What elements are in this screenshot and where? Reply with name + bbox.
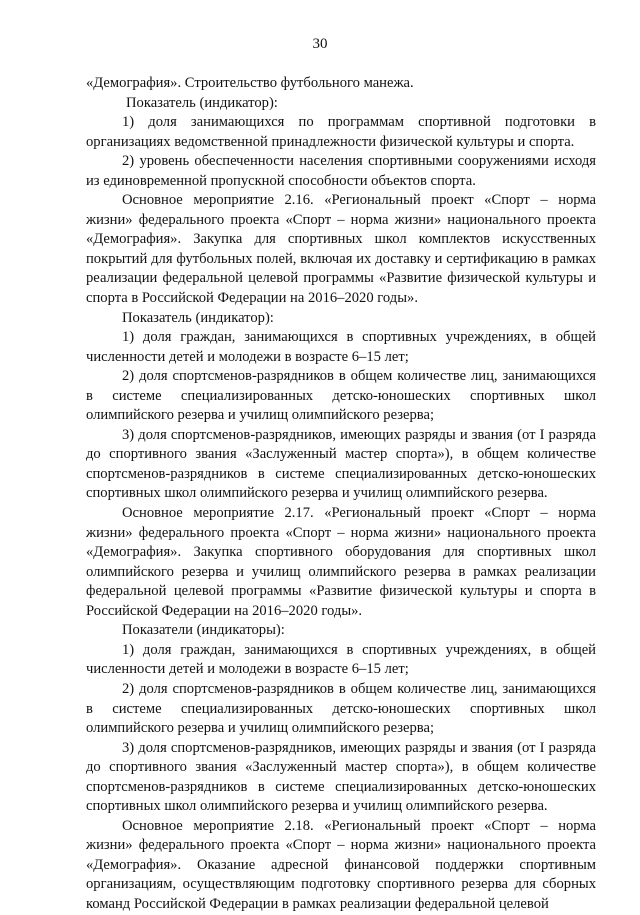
paragraph: Основное мероприятие 2.17. «Региональный проект «Спорт – норма жизни» федерального проекта «Спорт – норма жизни» национального проекта «Демография». Закупка спортивного оборудования для спортивных школ олимпийского резерва и училищ олимпийского резерва в рамках реализации федеральной целевой программы «Развитие физической культуры и спорта в Российской Федерации на 2016–2020 годы». [86,505,596,619]
paragraph: Показатель (индикатор): [126,94,278,111]
paragraph: 1) доля занимающихся по программам спортивной подготовки в организациях ведомственной принадлежности физической культуры и спорта. [86,114,596,150]
paragraph: 3) доля спортсменов-разрядников, имеющих разряды и звания (от I разряда до спортивного звания «Заслуженный мастер спорта»), в общем количестве спортсменов-разрядников в системе специализированных детско-юношеских спортивных школ олимпийского резерва и училищ олимпийского резерва. [86,426,596,502]
paragraph: «Демография». Строительство футбольного манежа. [86,75,414,91]
paragraph: Показатель (индикатор): [122,309,274,326]
paragraph: Основное мероприятие 2.18. «Региональный проект «Спорт – норма жизни» федерального проекта «Спорт – норма жизни» национального проекта «Демография». Оказание адресной финансовой поддержки спортивным организациям, осуществляющим подготовку спортивного резерва для сборных команд Российской Федерации в рамках реализации федеральной целевой [86,817,596,912]
paragraph: Основное мероприятие 2.16. «Региональный проект «Спорт – норма жизни» федерального проекта «Спорт – норма жизни» национального проекта «Демография». Закупка для спортивных школ комплектов искусственных покрытий для футбольных полей, включая их доставку и сертификацию в рамках реализации федеральной целевой программы «Развитие физической культуры и спорта в Российской Федерации на 2016–2020 годы». [86,192,596,307]
paragraph: 2) доля спортсменов-разрядников в общем количестве лиц, занимающихся в системе специализированных детско-юношеских спортивных школ олимпийского резерва и училищ олимпийского резерва; [86,368,596,424]
document-body [86,74,596,915]
paragraph: 1) доля граждан, занимающихся в спортивных учреждениях, в общей численности детей и молодежи в возрасте 6–15 лет; [86,641,596,678]
paragraph: 2) доля спортсменов-разрядников в общем количестве лиц, занимающихся в системе специализированных детско-юношеских спортивных школ олимпийского резерва и училищ олимпийского резерва; [86,680,596,737]
page-number: 30 [312,36,328,52]
paragraph: 3) доля спортсменов-разрядников, имеющих разряды и звания (от I разряда до спортивного звания «Заслуженный мастер спорта»), в общем количестве спортсменов-разрядников в системе специализированных детско-юношеских спортивных школ олимпийского резерва и училищ олимпийского резерва. [86,739,596,815]
paragraph: 2) уровень обеспеченности населения спортивными сооружениями исходя из единовременной пропускной способности объектов спорта. [86,153,596,189]
paragraph: 1) доля граждан, занимающихся в спортивных учреждениях, в общей численности детей и молодежи в возрасте 6–15 лет; [86,329,596,365]
paragraph: Показатели (индикаторы): [122,622,285,639]
